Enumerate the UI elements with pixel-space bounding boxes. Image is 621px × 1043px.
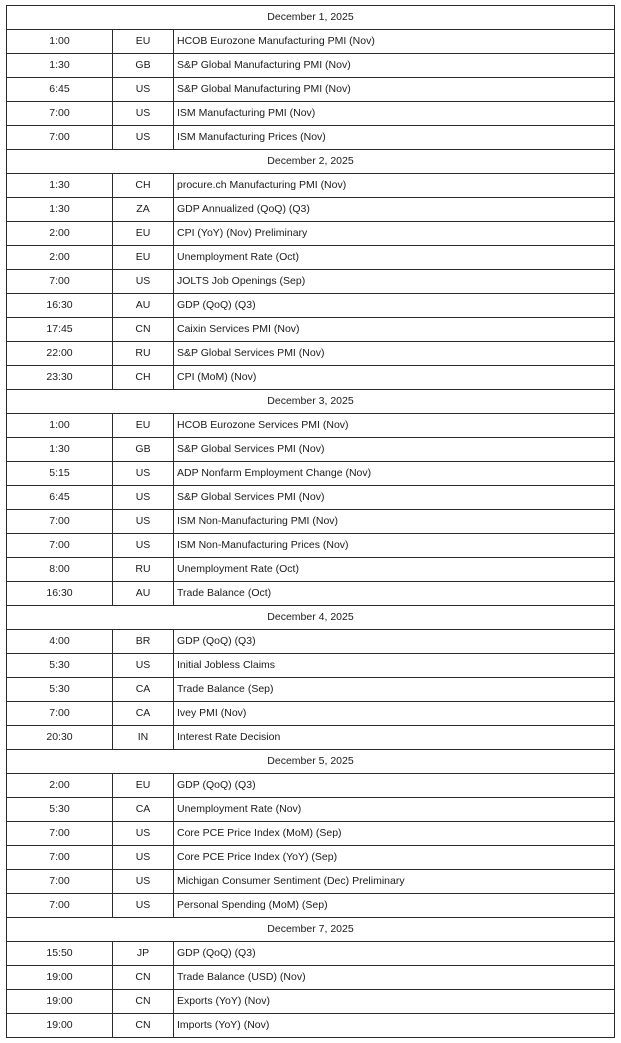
event-name: JOLTS Job Openings (Sep) (174, 270, 615, 294)
table-row (7, 630, 615, 654)
table-row (7, 318, 615, 342)
event-time: 2:00 (7, 246, 113, 270)
table-row (7, 726, 615, 750)
event-time: 7:00 (7, 894, 113, 918)
date-header-row (7, 606, 615, 630)
event-country: US (113, 870, 174, 894)
event-name: ISM Non-Manufacturing Prices (Nov) (174, 534, 615, 558)
event-time: 7:00 (7, 270, 113, 294)
event-country: EU (113, 30, 174, 54)
economic-calendar-table (6, 5, 615, 1038)
event-country: AU (113, 582, 174, 606)
event-country: US (113, 270, 174, 294)
table-row (7, 246, 615, 270)
table-row (7, 942, 615, 966)
table-row (7, 966, 615, 990)
event-name: GDP Annualized (QoQ) (Q3) (174, 198, 615, 222)
event-time: 7:00 (7, 822, 113, 846)
event-time: 1:30 (7, 54, 113, 78)
event-country: US (113, 102, 174, 126)
event-country: AU (113, 294, 174, 318)
event-time: 1:00 (7, 30, 113, 54)
table-row (7, 894, 615, 918)
event-name: Exports (YoY) (Nov) (174, 990, 615, 1014)
event-time: 1:30 (7, 438, 113, 462)
table-row (7, 846, 615, 870)
event-time: 22:00 (7, 342, 113, 366)
event-time: 7:00 (7, 846, 113, 870)
event-time: 16:30 (7, 582, 113, 606)
event-country: US (113, 78, 174, 102)
event-country: GB (113, 438, 174, 462)
event-name: GDP (QoQ) (Q3) (174, 774, 615, 798)
event-name: Interest Rate Decision (174, 726, 615, 750)
table-row (7, 78, 615, 102)
event-name: Personal Spending (MoM) (Sep) (174, 894, 615, 918)
event-time: 7:00 (7, 510, 113, 534)
date-header-row (7, 150, 615, 174)
event-country: CH (113, 174, 174, 198)
table-row (7, 270, 615, 294)
event-name: S&P Global Manufacturing PMI (Nov) (174, 78, 615, 102)
event-name: HCOB Eurozone Manufacturing PMI (Nov) (174, 30, 615, 54)
event-country: EU (113, 414, 174, 438)
event-time: 1:30 (7, 174, 113, 198)
event-name: Trade Balance (Oct) (174, 582, 615, 606)
table-row (7, 438, 615, 462)
event-name: Unemployment Rate (Oct) (174, 558, 615, 582)
event-name: CPI (MoM) (Nov) (174, 366, 615, 390)
event-name: GDP (QoQ) (Q3) (174, 294, 615, 318)
event-name: S&P Global Services PMI (Nov) (174, 342, 615, 366)
date-header: December 5, 2025 (7, 750, 615, 774)
event-name: ISM Non-Manufacturing PMI (Nov) (174, 510, 615, 534)
event-country: IN (113, 726, 174, 750)
date-header: December 2, 2025 (7, 150, 615, 174)
date-header: December 1, 2025 (7, 6, 615, 30)
table-row (7, 366, 615, 390)
date-header-row (7, 750, 615, 774)
event-name: Caixin Services PMI (Nov) (174, 318, 615, 342)
event-name: S&P Global Services PMI (Nov) (174, 486, 615, 510)
event-name: Michigan Consumer Sentiment (Dec) Preliminary (174, 870, 615, 894)
event-time: 20:30 (7, 726, 113, 750)
event-name: GDP (QoQ) (Q3) (174, 942, 615, 966)
event-country: CN (113, 1014, 174, 1038)
event-country: US (113, 534, 174, 558)
event-name: Ivey PMI (Nov) (174, 702, 615, 726)
table-row (7, 126, 615, 150)
event-name: ISM Manufacturing Prices (Nov) (174, 126, 615, 150)
event-time: 5:30 (7, 654, 113, 678)
event-name: S&P Global Manufacturing PMI (Nov) (174, 54, 615, 78)
event-name: Trade Balance (Sep) (174, 678, 615, 702)
event-country: BR (113, 630, 174, 654)
event-time: 19:00 (7, 1014, 113, 1038)
table-row (7, 870, 615, 894)
table-row (7, 222, 615, 246)
event-name: Trade Balance (USD) (Nov) (174, 966, 615, 990)
event-time: 6:45 (7, 78, 113, 102)
event-name: ISM Manufacturing PMI (Nov) (174, 102, 615, 126)
event-time: 1:30 (7, 198, 113, 222)
event-name: CPI (YoY) (Nov) Preliminary (174, 222, 615, 246)
event-time: 7:00 (7, 126, 113, 150)
event-name: Unemployment Rate (Oct) (174, 246, 615, 270)
event-time: 17:45 (7, 318, 113, 342)
event-time: 7:00 (7, 702, 113, 726)
event-time: 8:00 (7, 558, 113, 582)
event-country: JP (113, 942, 174, 966)
calendar-body (7, 6, 615, 1038)
event-time: 4:00 (7, 630, 113, 654)
table-row (7, 294, 615, 318)
event-name: procure.ch Manufacturing PMI (Nov) (174, 174, 615, 198)
table-row (7, 414, 615, 438)
table-row (7, 174, 615, 198)
event-name: Initial Jobless Claims (174, 654, 615, 678)
event-time: 23:30 (7, 366, 113, 390)
event-country: CH (113, 366, 174, 390)
table-row (7, 990, 615, 1014)
event-country: RU (113, 558, 174, 582)
event-time: 16:30 (7, 294, 113, 318)
event-time: 5:15 (7, 462, 113, 486)
event-country: GB (113, 54, 174, 78)
event-name: GDP (QoQ) (Q3) (174, 630, 615, 654)
event-country: CN (113, 318, 174, 342)
date-header: December 4, 2025 (7, 606, 615, 630)
event-name: Imports (YoY) (Nov) (174, 1014, 615, 1038)
event-time: 5:30 (7, 798, 113, 822)
table-row (7, 654, 615, 678)
table-row (7, 558, 615, 582)
event-country: US (113, 894, 174, 918)
event-country: CN (113, 966, 174, 990)
event-country: EU (113, 246, 174, 270)
event-name: Core PCE Price Index (YoY) (Sep) (174, 846, 615, 870)
table-row (7, 822, 615, 846)
table-row (7, 774, 615, 798)
event-time: 5:30 (7, 678, 113, 702)
event-time: 7:00 (7, 102, 113, 126)
event-time: 7:00 (7, 534, 113, 558)
event-country: US (113, 126, 174, 150)
event-time: 19:00 (7, 966, 113, 990)
table-row (7, 510, 615, 534)
event-time: 1:00 (7, 414, 113, 438)
date-header: December 3, 2025 (7, 390, 615, 414)
event-country: CN (113, 990, 174, 1014)
event-country: RU (113, 342, 174, 366)
date-header-row (7, 6, 615, 30)
event-country: US (113, 822, 174, 846)
event-country: US (113, 462, 174, 486)
event-country: CA (113, 702, 174, 726)
event-country: US (113, 846, 174, 870)
event-country: US (113, 486, 174, 510)
table-row (7, 30, 615, 54)
table-row (7, 1014, 615, 1038)
event-name: Core PCE Price Index (MoM) (Sep) (174, 822, 615, 846)
date-header: December 7, 2025 (7, 918, 615, 942)
event-country: EU (113, 774, 174, 798)
table-row (7, 342, 615, 366)
event-name: HCOB Eurozone Services PMI (Nov) (174, 414, 615, 438)
event-name: ADP Nonfarm Employment Change (Nov) (174, 462, 615, 486)
table-row (7, 486, 615, 510)
event-time: 15:50 (7, 942, 113, 966)
date-header-row (7, 918, 615, 942)
date-header-row (7, 390, 615, 414)
event-name: Unemployment Rate (Nov) (174, 798, 615, 822)
event-country: CA (113, 798, 174, 822)
event-country: US (113, 654, 174, 678)
table-row (7, 198, 615, 222)
event-country: EU (113, 222, 174, 246)
event-time: 6:45 (7, 486, 113, 510)
event-time: 19:00 (7, 990, 113, 1014)
table-row (7, 54, 615, 78)
event-country: US (113, 510, 174, 534)
table-row (7, 582, 615, 606)
event-time: 7:00 (7, 870, 113, 894)
event-country: ZA (113, 198, 174, 222)
event-time: 2:00 (7, 222, 113, 246)
table-row (7, 534, 615, 558)
table-row (7, 678, 615, 702)
table-row (7, 702, 615, 726)
event-name: S&P Global Services PMI (Nov) (174, 438, 615, 462)
table-row (7, 462, 615, 486)
event-country: CA (113, 678, 174, 702)
table-row (7, 798, 615, 822)
table-row (7, 102, 615, 126)
event-time: 2:00 (7, 774, 113, 798)
